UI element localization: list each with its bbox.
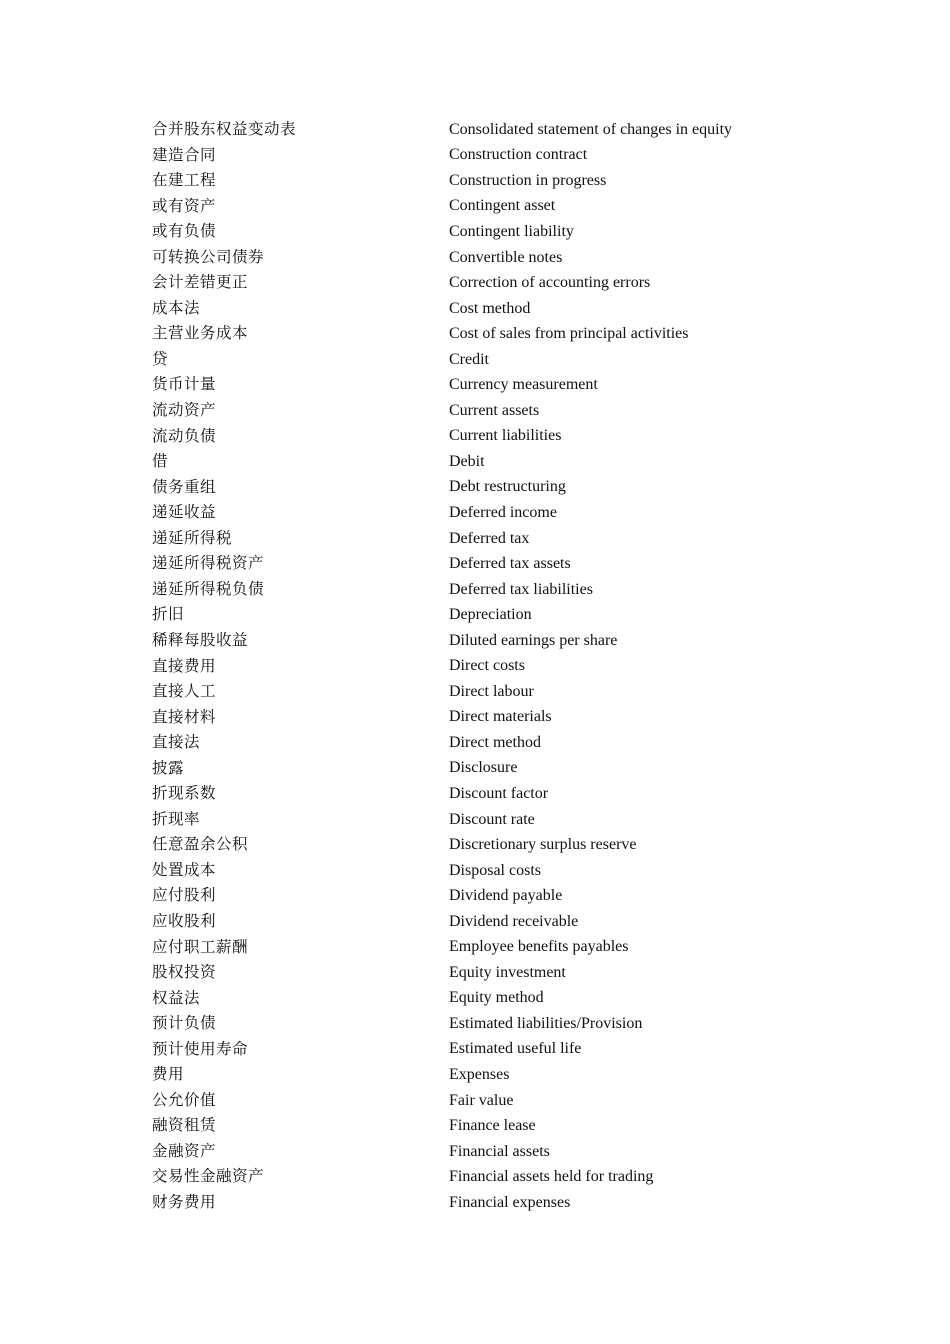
glossary-row	[152, 602, 792, 628]
chinese-term: 借	[152, 452, 169, 471]
english-term: Estimated useful life	[449, 1040, 582, 1058]
chinese-term: 在建工程	[152, 171, 217, 190]
english-term: Credit	[449, 350, 489, 368]
english-term: Cost method	[449, 299, 531, 317]
english-term: Equity investment	[449, 963, 566, 981]
glossary-row	[152, 143, 792, 169]
english-term: Contingent asset	[449, 197, 556, 215]
chinese-term: 会计差错更正	[152, 273, 249, 292]
glossary-row	[152, 986, 792, 1012]
glossary-row	[152, 347, 792, 373]
chinese-term: 应付股利	[152, 886, 217, 905]
chinese-term: 预计使用寿命	[152, 1039, 249, 1058]
english-term: Deferred income	[449, 503, 557, 521]
glossary-row	[152, 117, 792, 143]
english-term: Finance lease	[449, 1117, 536, 1135]
chinese-term: 直接法	[152, 733, 201, 752]
english-term: Current liabilities	[449, 427, 562, 445]
glossary-row	[152, 321, 792, 347]
glossary-row	[152, 1164, 792, 1190]
glossary-row	[152, 1011, 792, 1037]
english-term: Financial expenses	[449, 1193, 571, 1211]
glossary-row	[152, 832, 792, 858]
english-term: Convertible notes	[449, 248, 563, 266]
english-term: Construction contract	[449, 146, 588, 164]
chinese-term: 费用	[152, 1065, 185, 1084]
glossary-row	[152, 551, 792, 577]
glossary-row	[152, 219, 792, 245]
chinese-term: 主营业务成本	[152, 324, 249, 343]
english-term: Employee benefits payables	[449, 938, 629, 956]
chinese-term: 递延收益	[152, 503, 217, 522]
glossary-row	[152, 500, 792, 526]
english-term: Dividend payable	[449, 887, 563, 905]
glossary-row	[152, 475, 792, 501]
chinese-term: 或有资产	[152, 196, 217, 215]
glossary-row	[152, 372, 792, 398]
chinese-term: 或有负债	[152, 222, 217, 241]
english-term: Deferred tax liabilities	[449, 580, 593, 598]
chinese-term: 股权投资	[152, 963, 217, 982]
glossary-row	[152, 1088, 792, 1114]
english-term: Financial assets	[449, 1142, 550, 1160]
chinese-term: 流动资产	[152, 401, 217, 420]
glossary-row	[152, 1062, 792, 1088]
english-term: Disclosure	[449, 759, 518, 777]
english-term: Direct materials	[449, 708, 552, 726]
english-term: Discretionary surplus reserve	[449, 836, 637, 854]
glossary-row	[152, 883, 792, 909]
chinese-term: 任意盈余公积	[152, 835, 249, 854]
glossary-row	[152, 730, 792, 756]
glossary-row	[152, 245, 792, 271]
english-term: Direct costs	[449, 657, 525, 675]
chinese-term: 递延所得税负债	[152, 579, 265, 598]
glossary-row	[152, 858, 792, 884]
english-term: Financial assets held for trading	[449, 1168, 654, 1186]
english-term: Deferred tax	[449, 529, 530, 547]
chinese-term: 直接人工	[152, 682, 217, 701]
english-term: Currency measurement	[449, 376, 598, 394]
glossary-row	[152, 960, 792, 986]
glossary-row	[152, 449, 792, 475]
chinese-term: 应付职工薪酬	[152, 937, 249, 956]
chinese-term: 货币计量	[152, 375, 217, 394]
glossary-row	[152, 781, 792, 807]
english-term: Expenses	[449, 1066, 510, 1083]
glossary-table	[152, 117, 792, 1216]
glossary-row	[152, 424, 792, 450]
english-term: Debit	[449, 452, 485, 470]
chinese-term: 递延所得税资产	[152, 554, 265, 573]
english-term: Current assets	[449, 401, 540, 419]
chinese-term: 公允价值	[152, 1090, 217, 1109]
chinese-term: 贷	[152, 349, 169, 368]
glossary-row	[152, 1037, 792, 1063]
glossary-row	[152, 296, 792, 322]
english-term: Correction of accounting errors	[449, 274, 651, 292]
glossary-row	[152, 270, 792, 296]
chinese-term: 权益法	[152, 988, 201, 1007]
glossary-row	[152, 398, 792, 424]
chinese-term: 折旧	[152, 605, 185, 624]
english-term: Equity method	[449, 989, 544, 1007]
glossary-row	[152, 679, 792, 705]
chinese-term: 债务重组	[152, 477, 217, 496]
english-term: Consolidated statement of changes in equity	[449, 120, 733, 138]
glossary-row	[152, 1113, 792, 1139]
chinese-term: 预计负债	[152, 1014, 217, 1033]
glossary-row	[152, 628, 792, 654]
glossary-row	[152, 168, 792, 194]
english-term: Depreciation	[449, 606, 532, 624]
chinese-term: 披露	[152, 758, 185, 777]
english-term: Diluted earnings per share	[449, 631, 618, 649]
chinese-term: 金融资产	[152, 1141, 217, 1160]
english-term: Estimated liabilities/Provision	[449, 1014, 643, 1032]
glossary-row	[152, 1190, 792, 1216]
english-term: Contingent liability	[449, 222, 574, 240]
chinese-term: 融资租赁	[152, 1116, 217, 1135]
glossary-row	[152, 653, 792, 679]
english-term: Discount factor	[449, 784, 549, 802]
chinese-term: 折现率	[152, 809, 201, 828]
glossary-row	[152, 577, 792, 603]
chinese-term: 折现系数	[152, 784, 217, 803]
english-term: Deferred tax assets	[449, 555, 571, 573]
english-term: Fair value	[449, 1091, 514, 1109]
english-term: Direct method	[449, 733, 541, 751]
chinese-term: 流动负债	[152, 426, 217, 445]
glossary-row	[152, 935, 792, 961]
english-term: Debt restructuring	[449, 478, 566, 496]
glossary-row	[152, 194, 792, 220]
english-term: Direct labour	[449, 682, 534, 700]
chinese-term: 财务费用	[152, 1192, 217, 1211]
chinese-term: 应收股利	[152, 911, 217, 930]
chinese-term: 直接材料	[152, 707, 217, 726]
chinese-term: 交易性金融资产	[152, 1167, 265, 1186]
chinese-term: 合并股东权益变动表	[152, 120, 297, 139]
chinese-term: 可转换公司债券	[152, 247, 265, 266]
chinese-term: 成本法	[152, 298, 201, 317]
chinese-term: 处置成本	[152, 860, 217, 879]
english-term: Dividend receivable	[449, 912, 579, 930]
english-term: Construction in progress	[449, 171, 607, 189]
glossary-row	[152, 705, 792, 731]
glossary-row	[152, 526, 792, 552]
glossary-row	[152, 807, 792, 833]
english-term: Disposal costs	[449, 861, 541, 879]
chinese-term: 直接费用	[152, 656, 217, 675]
english-term: Discount rate	[449, 810, 535, 828]
chinese-term: 递延所得税	[152, 528, 233, 547]
chinese-term: 建造合同	[152, 145, 217, 164]
glossary-row	[152, 1139, 792, 1165]
glossary-row	[152, 756, 792, 782]
english-term: Cost of sales from principal activities	[449, 325, 689, 343]
glossary-row	[152, 909, 792, 935]
chinese-term: 稀释每股收益	[152, 630, 249, 649]
